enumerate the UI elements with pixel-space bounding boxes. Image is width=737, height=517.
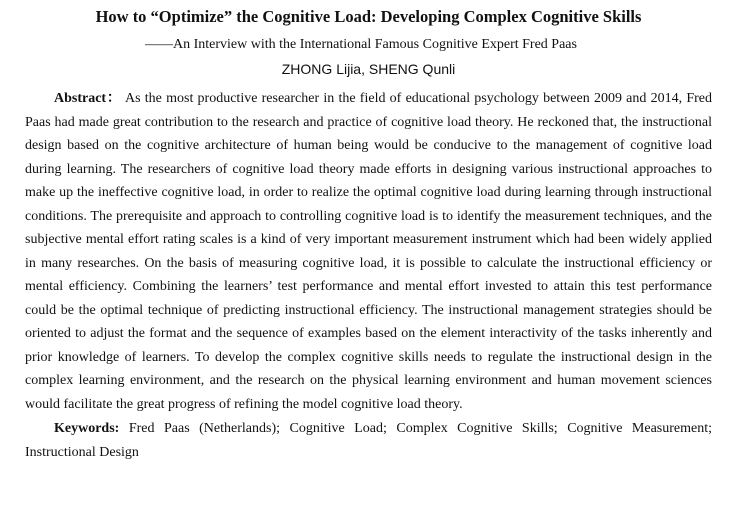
paper-authors: ZHONG Lijia, SHENG Qunli [281,61,456,77]
keywords-paragraph [25,417,712,464]
abstract-label: Abstract： [54,91,122,106]
keywords-label: Keywords: [54,421,120,436]
keywords-text: Fred Paas (Netherlands); Cognitive Load; Complex Cognitive Skills; Cognitive Measurement; Instructional Design [25,421,712,460]
paper-subtitle: ——An Interview with the International Famous Cognitive Expert Fred Paas [145,37,577,52]
abstract-paragraph [25,87,712,416]
abstract-text: As the most productive researcher in the field of educational psychology between 2009 and 2014, Fred Paas had made great contribution to the research and practice of cognitive load theory. He reckoned that, the instructional design based on the cognitive architecture of human being would be conducive to the management of cognitive load during learning. The researchers of cognitive load theory made efforts in designing various instructional approaches to make up the ineffective cognitive load, in order to realize the optimal cognitive load during learning through instructional conditions. The prerequisite and approach to controlling cognitive load is to identify the measurement techniques, and the subjective mental effort rating scales is a kind of very important measurement instrument which had been widely applied in many researches. On the basis of measuring cognitive load, it is possible to calculate the instructional efficiency or mental efficiency. Combining the learners’ test performance and mental effort invested to attain this test performance could be the optimal technique of predicting instructional efficiency. The instructional management strategies should be oriented to adjust the format and the sequence of examples based on the element interactivity of the tasks inherently and prior knowledge of learners. To develop the complex cognitive skills needs to regulate the instructional design in the complex learning environment, and the research on the physical learning environment and human movement sciences would facilitate the great progress of refining the model cognitive load theory. [25,91,712,412]
paper-title: How to “Optimize” the Cognitive Load: Developing Complex Cognitive Skills [95,7,642,26]
